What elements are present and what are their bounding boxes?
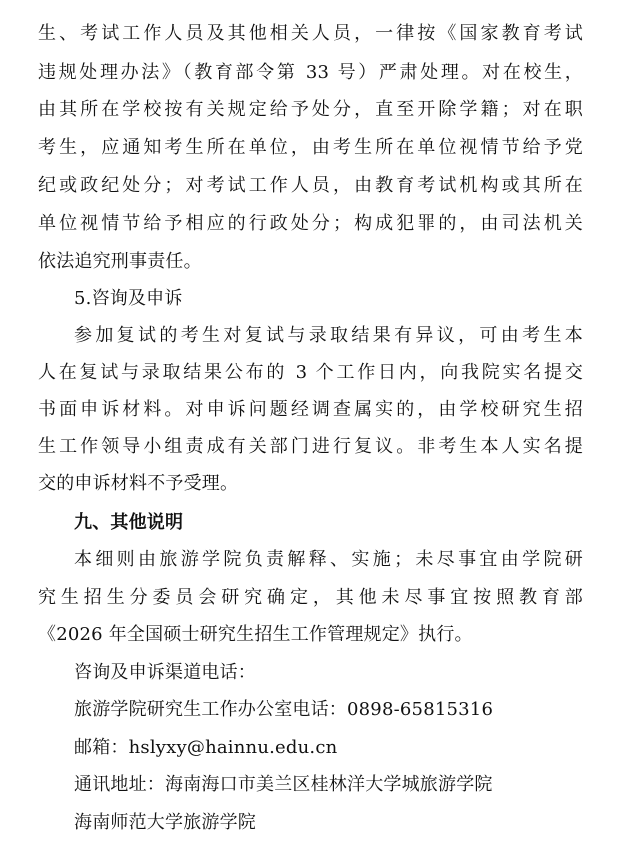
contact-address: 通讯地址：海南海口市美兰区桂林洋大学城旅游学院 (74, 774, 493, 795)
body-line: 纪或政纪处分；对考试工作人员，由教育考试机构或其所在 (38, 175, 583, 196)
contact-email: 邮箱：hslyxy@hainnu.edu.cn (74, 737, 338, 758)
body-line: 人在复试与录取结果公布的 3 个工作日内，向我院实名提交 (38, 362, 583, 383)
body-line: 由其所在学校按有关规定给予处分，直至开除学籍；对在职 (38, 99, 583, 120)
body-line: 交的申诉材料不予受理。 (38, 473, 239, 494)
body-line: 书面申诉材料。对申诉问题经调查属实的，由学校研究生招 (38, 399, 583, 420)
section-heading: 九、其他说明 (74, 512, 184, 533)
body-line: 究生招生分委员会研究确定，其他未尽事宜按照教育部 (38, 587, 583, 608)
body-line: 单位视情节给予相应的行政处分；构成犯罪的，由司法机关 (38, 213, 583, 234)
body-line: 违规处理办法》（教育部令第 33 号）严肃处理。对在校生， (38, 62, 583, 83)
section-heading: 5.咨询及申诉 (74, 288, 183, 309)
body-line: 考生，应通知考生所在单位，由考生所在单位视情节给予党 (38, 137, 583, 158)
body-line: 《2026 年全国硕士研究生招生工作管理规定》执行。 (38, 624, 473, 645)
body-line: 生、考试工作人员及其他相关人员，一律按《国家教育考试 (38, 23, 583, 44)
institution-name: 海南师范大学旅游学院 (74, 812, 256, 833)
body-line: 本细则由旅游学院负责解释、实施；未尽事宜由学院研 (74, 549, 583, 570)
body-line: 生工作领导小组责成有关部门进行复议。非考生本人实名提 (38, 436, 583, 457)
body-line: 依法追究刑事责任。 (38, 251, 202, 272)
contact-phone: 旅游学院研究生工作办公室电话：0898-65815316 (74, 699, 494, 720)
contact-heading: 咨询及申诉渠道电话： (74, 662, 256, 683)
body-line: 参加复试的考生对复试与录取结果有异议，可由考生本 (74, 325, 583, 346)
